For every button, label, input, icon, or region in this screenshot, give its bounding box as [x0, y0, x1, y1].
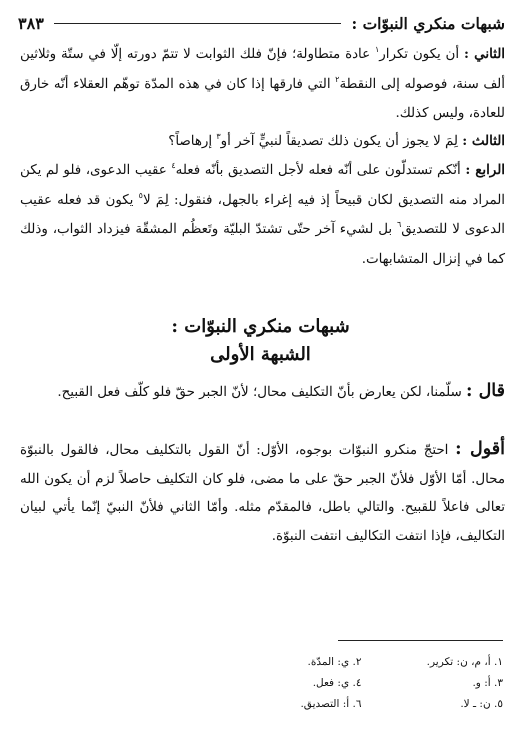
paragraph-text: لِمَ لا يجوز أن يكون ذلك تصديقاً لنبيٍّ آخر أو [220, 134, 458, 149]
footnote-item: ٣. أ: و. [472, 677, 503, 689]
page-number: ٣٨٣ [18, 13, 44, 33]
footnote-ref: ٦ [396, 220, 402, 229]
footnote-ref: ٤ [171, 161, 176, 170]
footnote-item: ١. أ، م، ن: تكرير. [426, 656, 503, 668]
footnote-ref: ٣ [216, 132, 221, 141]
paragraph-qal [20, 377, 505, 408]
paragraph-text: أن يكون تكرار [379, 47, 460, 62]
paragraph-label: الثالث : [462, 133, 505, 149]
footnote-ref: ٥ [138, 190, 143, 200]
paragraph-text: إرهاصاً؟ [168, 134, 213, 149]
paragraph-third [20, 127, 505, 158]
paragraph-text: يكون قد فعله عقيب الدعوى لا للتصديق [20, 192, 505, 237]
footnotes [230, 652, 503, 715]
footnote-separator [338, 640, 503, 641]
paragraph-text: عادة متطاولة؛ فإنّ فلك الثوابت لا تتمّ دورته إلّا في ستّة وثلاثين ألف سنة، فوصوله إلى النقطة [20, 47, 505, 92]
page-header [18, 10, 505, 36]
paragraph-label: أقول : [455, 439, 506, 459]
paragraph-second [20, 40, 505, 129]
paragraph-label: الثاني : [463, 46, 505, 62]
paragraph-label: قال : [466, 381, 505, 401]
paragraph-text: احتجّ منكرو النبوّات بوجوه، الأوّل: أنّ القول بالتكليف محال، فالقول بالنبوّة محال. أمّا الأوّل فلأنّ الجبر حقّ على ما مضى، فلو كان التكليف حاصلاً لزم أن يكون الله تعالى فاعلاً للقبيح. والتالي باطل، فالمقدّم مثله. وأمّا الثاني فلأنّ النبيّ إنّما يأتي لبيان التكاليف، فإذا انتفت التكاليف انتفت النبوّة. [20, 443, 505, 544]
paragraph-text: أنّكم تستدلّون على أنّه فعله لأجل التصديق بأنّه فعله [175, 163, 461, 178]
footnote-item: ٢. ي: المدّة. [307, 656, 362, 668]
paragraph-text: التي فارقها إذا كان في هذه المدّة توهّم العقلاء أنّه خارق للعادة، وليس كذلك. [20, 76, 505, 121]
paragraph-label: الرابع : [465, 162, 505, 178]
header-rule [54, 23, 342, 24]
running-title: شبهات منكري النبوّات : [351, 13, 505, 33]
paragraph-fourth [20, 156, 505, 274]
paragraph-text: بل لشيء آخر حتّى تشتدّ البليّة وتَعظُم المشقّة فيزداد الثواب، وذلك كما في إنزال المتشابهات. [20, 222, 505, 267]
section-subtitle: الشبهة الأولى [210, 344, 311, 365]
paragraph-text: سلّمنا، لكن يعارض بأنّ التكليف محال؛ لأنّ الجبر حقّ فلو كلّف فعل القبيح. [57, 385, 462, 400]
footnote-ref: ١ [374, 45, 380, 54]
footnote-item: ٤. ي: فعل. [312, 677, 362, 689]
paragraph-aqul [20, 435, 505, 551]
footnote-ref: ٢ [335, 74, 340, 84]
footnote-item: ٥. ن: ـ لا. [460, 698, 503, 710]
footnote-item: ٦. أ: التصديق. [300, 698, 362, 710]
paragraph-text: عقيب الدعوى، فلو لم يكن المراد منه التصديق لكان قبيحاً إذ فيه إغراء بالجهل، فنقول: لِمَ لا [20, 163, 505, 208]
section-title: شبهات منكري النبوّات : [171, 316, 350, 337]
